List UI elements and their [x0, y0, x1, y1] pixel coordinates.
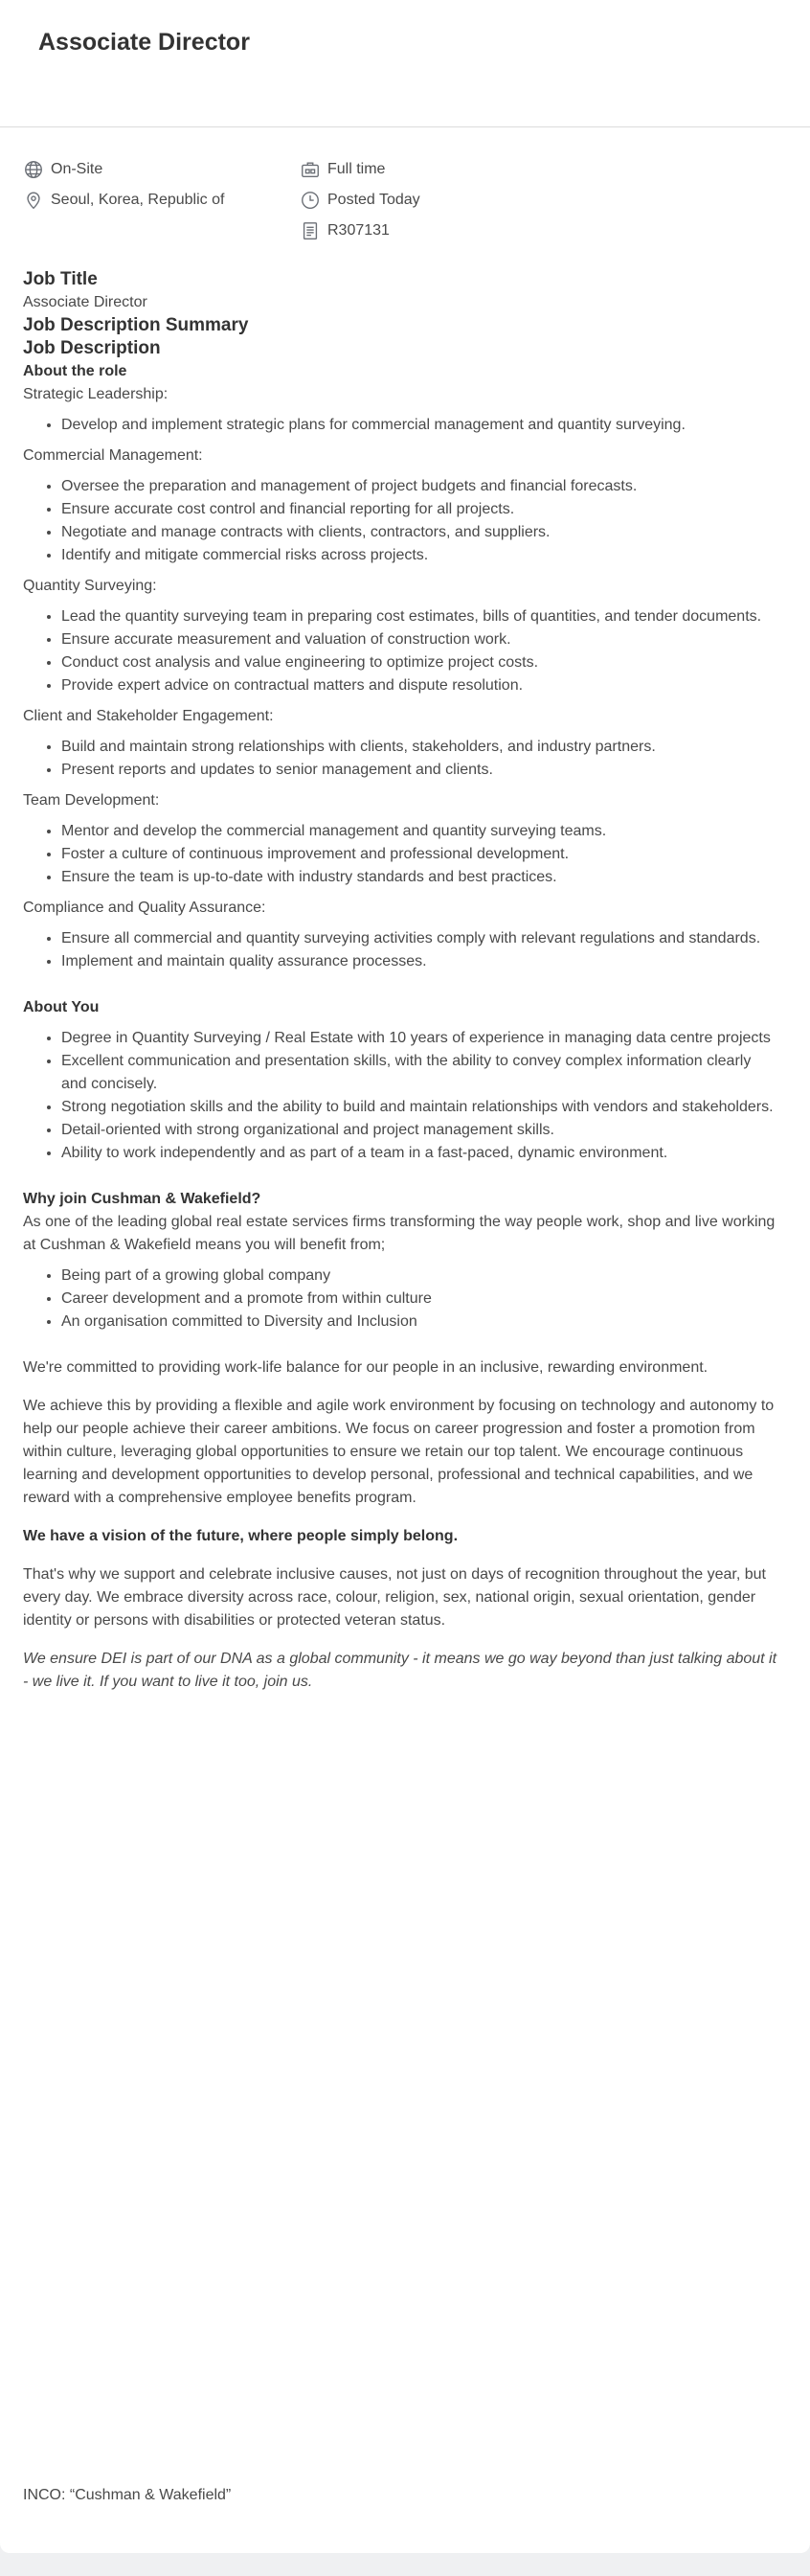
- posted-date-text: Posted Today: [327, 192, 420, 208]
- list-item: • Being part of a growing global company: [61, 1265, 779, 1288]
- section-list: [23, 736, 779, 782]
- section-list: [23, 927, 779, 973]
- list-item: • Conduct cost analysis and value engineering to optimize project costs.: [61, 651, 779, 674]
- list-item: • Ensure all commercial and quantity surveying activities comply with relevant regulations and standards.: [61, 927, 779, 950]
- list-item: • Excellent communication and presentation skills, with the ability to convey complex information clearly and concisely.: [61, 1050, 779, 1096]
- list-item: • Strong negotiation skills and the ability to build and maintain relationships with vendors and stakeholders.: [61, 1096, 779, 1119]
- list-item: • Present reports and updates to senior management and clients.: [61, 759, 779, 782]
- inco-text: INCO: “Cushman & Wakefield”: [23, 2487, 232, 2503]
- section-list: [23, 475, 779, 567]
- section-list: [23, 414, 779, 437]
- page-title: Associate Director: [38, 29, 250, 56]
- job-header: [0, 0, 810, 127]
- section-title: Client and Stakeholder Engagement:: [23, 708, 274, 724]
- benefits-list: [23, 1265, 779, 1334]
- list-item: • Implement and maintain quality assurance processes.: [61, 950, 779, 973]
- section-title: Commercial Management:: [23, 447, 203, 464]
- requisition-id: [300, 217, 390, 244]
- list-item: • Provide expert advice on contractual matters and dispute resolution.: [61, 674, 779, 697]
- employment-type-text: Full time: [327, 161, 386, 177]
- list-item: • Oversee the preparation and management of project budgets and financial forecasts.: [61, 475, 779, 498]
- section-title: Team Development:: [23, 792, 160, 809]
- description-heading: Job Description: [23, 338, 161, 358]
- vision-statement: We have a vision of the future, where people simply belong.: [23, 1528, 459, 1544]
- list-item: • Ensure accurate measurement and valuation of construction work.: [61, 628, 779, 651]
- about-you-list: [23, 1027, 779, 1165]
- section-title: Strategic Leadership:: [23, 386, 169, 402]
- job-title-heading: Job Title: [23, 269, 98, 289]
- employment-type: [300, 156, 385, 183]
- work-life-paragraph: We're committed to providing work-life balance for our people in an inclusive, rewarding environment.: [23, 1359, 709, 1376]
- why-join-intro: As one of the leading global real estate services firms transforming the way people work, shop and live working at Cushman & Wakefield means you will benefit from;: [23, 1214, 776, 1253]
- section-title: Compliance and Quality Assurance:: [23, 900, 266, 916]
- list-item: • Lead the quantity surveying team in preparing cost estimates, bills of quantities, and tender documents.: [61, 605, 779, 628]
- list-item: • Foster a culture of continuous improvement and professional development.: [61, 843, 779, 866]
- posted-date: [300, 187, 420, 214]
- location-type: [23, 156, 102, 183]
- list-item: • Ensure the team is up-to-date with industry standards and best practices.: [61, 866, 779, 889]
- inclusive-paragraph: That's why we support and celebrate inclusive causes, not just on days of recognition throughout the year, but every day. We embrace diversity across race, colour, religion, sex, national origin, sexual orientation, gender identity or persons with disabilities or protected veteran status.: [23, 1566, 766, 1629]
- location-type-text: On-Site: [51, 161, 103, 177]
- list-item: • Develop and implement strategic plans for commercial management and quantity surveying.: [61, 414, 779, 437]
- list-item: • An organisation committed to Diversity and Inclusion: [61, 1311, 779, 1334]
- summary-heading: Job Description Summary: [23, 315, 249, 335]
- list-item: • Build and maintain strong relationships with clients, stakeholders, and industry partners.: [61, 736, 779, 759]
- list-item: • Detail-oriented with strong organizational and project management skills.: [61, 1119, 779, 1142]
- job-description: [23, 268, 779, 1694]
- location-text: Seoul, Korea, Republic of: [51, 192, 225, 208]
- section-list: [23, 605, 779, 697]
- list-item: • Ability to work independently and as part of a team in a fast-paced, dynamic environment.: [61, 1142, 779, 1165]
- globe-icon: [23, 159, 44, 180]
- section-title: Quantity Surveying:: [23, 578, 157, 594]
- list-item: • Mentor and develop the commercial management and quantity surveying teams.: [61, 820, 779, 843]
- requisition-id-text: R307131: [327, 222, 390, 239]
- job-title-value: Associate Director: [23, 294, 147, 310]
- briefcase-icon: [300, 159, 321, 180]
- document-icon: [300, 220, 321, 241]
- why-join-heading: Why join Cushman & Wakefield?: [23, 1191, 261, 1207]
- section-list: [23, 820, 779, 889]
- list-item: • Negotiate and manage contracts with clients, contractors, and suppliers.: [61, 521, 779, 544]
- clock-icon: [300, 190, 321, 211]
- location-pin-icon: [23, 190, 44, 211]
- achieve-paragraph: We achieve this by providing a flexible and agile work environment by focusing on technology and autonomy to help our people achieve their career ambitions. We focus on career progression and foster a promotion from within culture, leveraging global opportunities to ensure we retain our top talent. We encourage continuous learning and development opportunities to develop personal, professional and technical capabilities, and we reward with a comprehensive employee benefits program.: [23, 1398, 775, 1506]
- list-item: • Ensure accurate cost control and financial reporting for all projects.: [61, 498, 779, 521]
- list-item: • Career development and a promote from within culture: [61, 1288, 779, 1311]
- list-item: • Identify and mitigate commercial risks across projects.: [61, 544, 779, 567]
- location: [23, 187, 224, 214]
- about-role-heading: About the role: [23, 363, 127, 379]
- list-item: • Degree in Quantity Surveying / Real Estate with 10 years of experience in managing data centre projects: [61, 1027, 779, 1050]
- about-you-heading: About You: [23, 999, 100, 1015]
- dei-paragraph: We ensure DEI is part of our DNA as a global community - it means we go way beyond than just talking about it - we live it. If you want to live it too, join us.: [23, 1651, 777, 1690]
